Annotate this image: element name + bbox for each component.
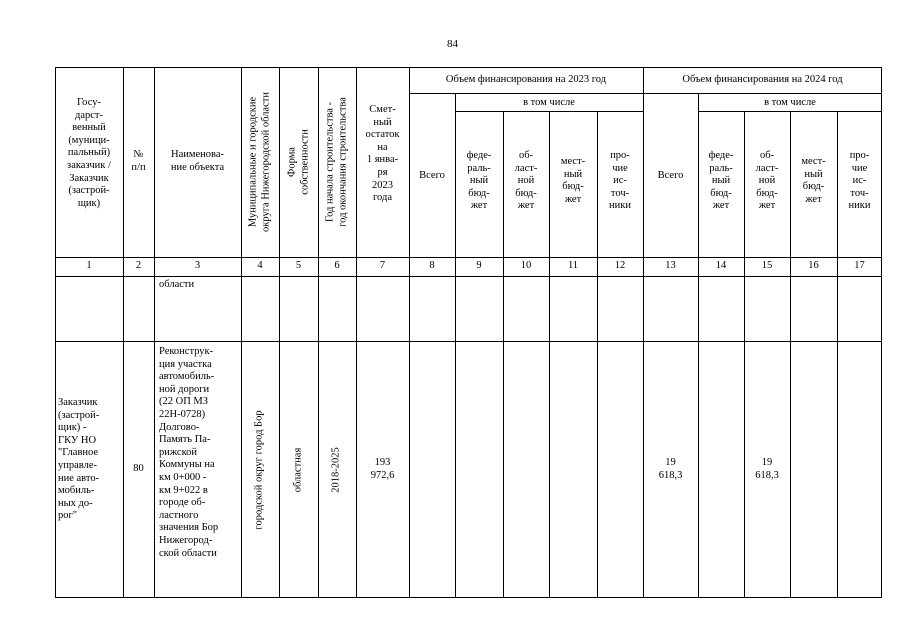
column-number: 6 xyxy=(334,260,340,271)
row-municipal-district xyxy=(241,341,279,598)
column-number: 3 xyxy=(194,260,201,271)
header-municipal-district xyxy=(241,67,279,257)
header-regional-2024: об- ласт- ной бюд- жет xyxy=(755,150,779,212)
row-construction-years-text: 2018-2025 xyxy=(330,446,342,493)
header-municipal-district-text: Муниципальные и городские округа Нижегородской области xyxy=(247,92,271,232)
header-object-name: Наименова- ние объекта xyxy=(170,149,225,173)
column-number: 16 xyxy=(808,260,819,271)
row-construction-years xyxy=(318,341,356,598)
header-number: № п/п xyxy=(131,149,146,173)
column-number: 2 xyxy=(135,260,142,271)
header-federal-2024: феде- раль- ный бюд- жет xyxy=(708,150,734,212)
page-number: 84 xyxy=(447,38,458,50)
header-total-2023: Всего xyxy=(419,170,445,181)
header-construction-years xyxy=(318,67,356,257)
header-local-2023: мест- ный бюд- жет xyxy=(560,156,586,205)
header-including-2024: в том числе xyxy=(764,97,816,108)
column-number: 13 xyxy=(665,260,676,271)
column-number: 5 xyxy=(295,260,302,271)
header-customer: Госу- дарст- венный (муници- пальный) заказчик / Заказчик (застрой- щик) xyxy=(67,97,111,209)
row-customer: Заказчик (застрой- щик) - ГКУ НО "Главное управле- ние авто- мобиль- ных до- рог" xyxy=(58,397,100,522)
header-other-2023: про- чие ис- точ- ники xyxy=(609,150,631,212)
header-regional-2023: об- ласт- ной бюд- жет xyxy=(514,150,538,212)
header-ownership-text: Форма собственности xyxy=(285,129,310,195)
row-regional-2024: 19 618,3 xyxy=(755,457,779,481)
header-including-2023: в том числе xyxy=(523,97,575,108)
header-local-2024: мест- ный бюд- жет xyxy=(801,156,826,205)
row-object-name: Реконструк- ция участка автомобиль- ной дороги (22 ОП МЗ 22Н-0728) Долгово- Память Па- рижской Коммуны на км 0+000 - км 9+022 в городе об- ластного значения Бор Нижегород- ской области xyxy=(159,346,219,559)
row-municipal-district-text: городской округ город Бор xyxy=(253,409,265,530)
header-funding-2024: Объем финансирования на 2024 год xyxy=(682,74,843,85)
column-number: 15 xyxy=(761,260,773,271)
header-construction-years-text: Год начала строительства - год окончания строительства xyxy=(324,97,348,227)
row-continuation-object-name: области xyxy=(159,279,195,290)
column-number: 14 xyxy=(715,260,727,271)
column-number: 8 xyxy=(429,260,435,271)
header-federal-2023: феде- раль- ный бюд- жет xyxy=(466,150,492,212)
column-number: 9 xyxy=(476,260,482,271)
column-number: 10 xyxy=(520,260,532,271)
column-number: 12 xyxy=(614,260,626,271)
financing-table xyxy=(55,67,882,598)
column-number: 7 xyxy=(379,260,386,271)
header-other-2024: про- чие ис- точ- ники xyxy=(848,150,871,212)
column-number: 17 xyxy=(854,260,865,271)
row-ownership xyxy=(279,341,318,598)
header-estimate-balance: Смет- ный остаток на 1 янва- ря 2023 года xyxy=(365,104,400,204)
row-number: 80 xyxy=(133,463,144,474)
column-number: 1 xyxy=(86,260,92,271)
column-number: 11 xyxy=(567,260,579,271)
row-estimate-balance: 193 972,6 xyxy=(370,457,395,481)
row-ownership-text: областная xyxy=(292,447,304,492)
header-funding-2023: Объем финансирования на 2023 год xyxy=(445,74,607,85)
header-total-2024: Всего xyxy=(657,170,684,181)
header-ownership xyxy=(279,67,318,257)
column-number: 4 xyxy=(257,260,263,271)
row-total-2024: 19 618,3 xyxy=(658,457,683,481)
